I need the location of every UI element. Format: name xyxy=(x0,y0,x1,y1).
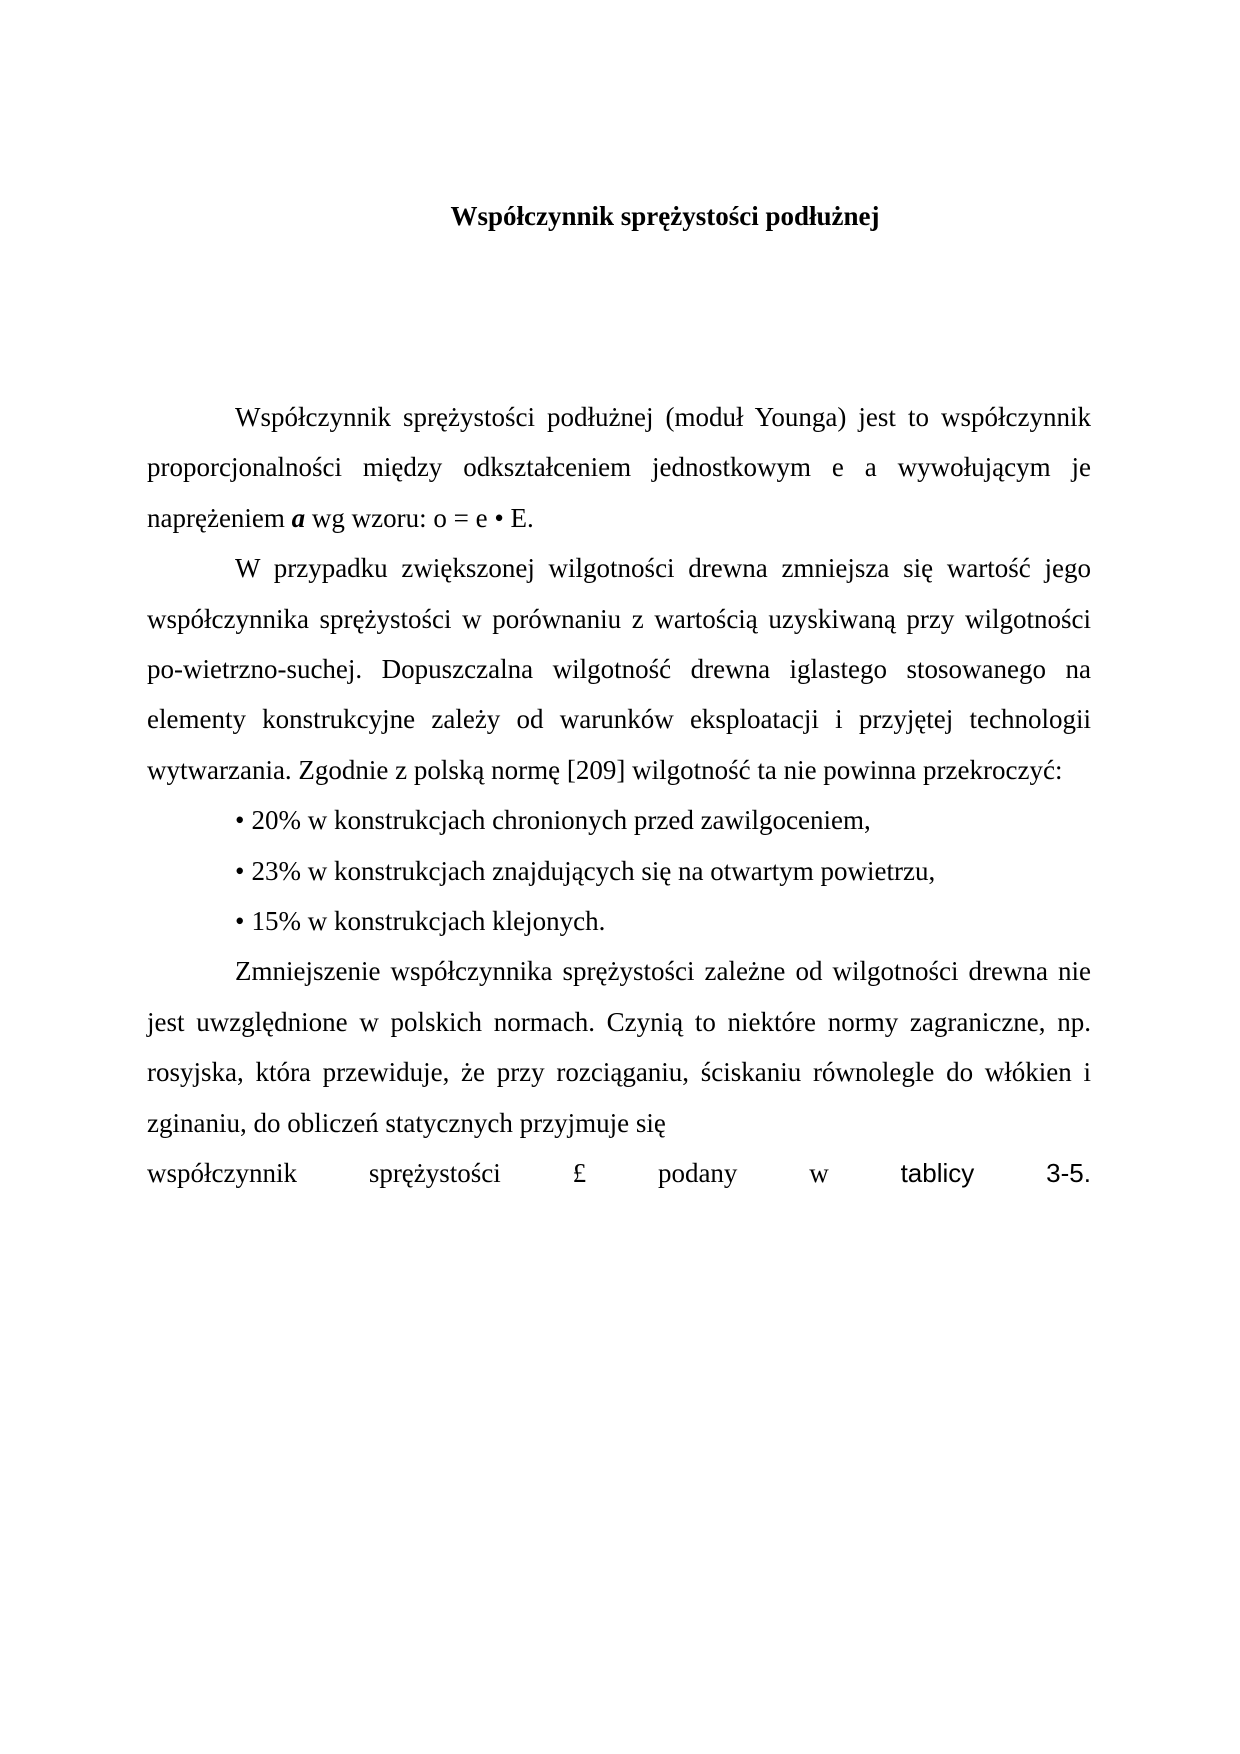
paragraph-moisture-effect: W przypadku zwiększonej wilgotności drewna zmniejsza się wartość jego współczynnika sprężystości w porównaniu z wartością uzyskiwaną przy wilgotności po-wietrzno-suchej. Dopuszczalna wilgotność drewna iglastego stosowanego na elementy konstrukcyjne zależy od warunków eksploatacji i przyjętej technologii wytwarzania. Zgodnie z polską normę [209] wilgotność ta nie powinna przekroczyć: xyxy=(147,553,1091,785)
word: podany xyxy=(657,1158,738,1189)
list-item xyxy=(147,795,1091,845)
list-item-text: 20% w konstrukcjach chronionych przed zawilgoceniem, xyxy=(251,805,871,836)
stress-variable: a xyxy=(291,502,306,533)
paragraph-young-modulus-definition xyxy=(147,392,1091,543)
word: £ xyxy=(572,1158,587,1189)
list-item-text: 15% w konstrukcjach klejonych. xyxy=(251,906,606,937)
paragraph-1-text: Współczynnik sprężystości podłużnej (moduł Younga) jest to współczynnik proporcjonalności między odkształceniem jednostkowym e a wywołującym je naprężeniem xyxy=(147,402,1091,533)
list-item xyxy=(147,846,1091,896)
document-body xyxy=(147,392,1091,1199)
word: tablicy xyxy=(900,1158,975,1189)
paragraph-1-formula: wg wzoru: o = e • E. xyxy=(305,502,534,533)
moisture-limits-list xyxy=(147,795,1091,946)
word: w xyxy=(809,1158,829,1189)
word: sprężystości xyxy=(368,1158,501,1189)
word: współczynnik xyxy=(147,1158,297,1189)
paragraph-foreign-standards: Zmniejszenie współczynnika sprężystości zależne od wilgotności drewna nie jest uwzględnione w polskich normach. Czynią to niektóre normy zagraniczne, np. rosyjska, która przewiduje, że przy rozciąganiu, ściskaniu równolegle do włókien i zginaniu, do obliczeń statycznych przyjmuje się xyxy=(147,956,1091,1138)
bullet-icon: • xyxy=(235,855,245,886)
table-reference: 3-5. xyxy=(1046,1158,1091,1189)
bullet-icon: • xyxy=(235,906,245,937)
bullet-icon: • xyxy=(235,805,245,836)
list-item-text: 23% w konstrukcjach znajdujących się na otwartym powietrzu, xyxy=(251,855,936,886)
paragraph-final-line xyxy=(147,1148,1091,1198)
document-title: Współczynnik sprężystości podłużnej xyxy=(450,201,880,231)
list-item xyxy=(147,896,1091,946)
